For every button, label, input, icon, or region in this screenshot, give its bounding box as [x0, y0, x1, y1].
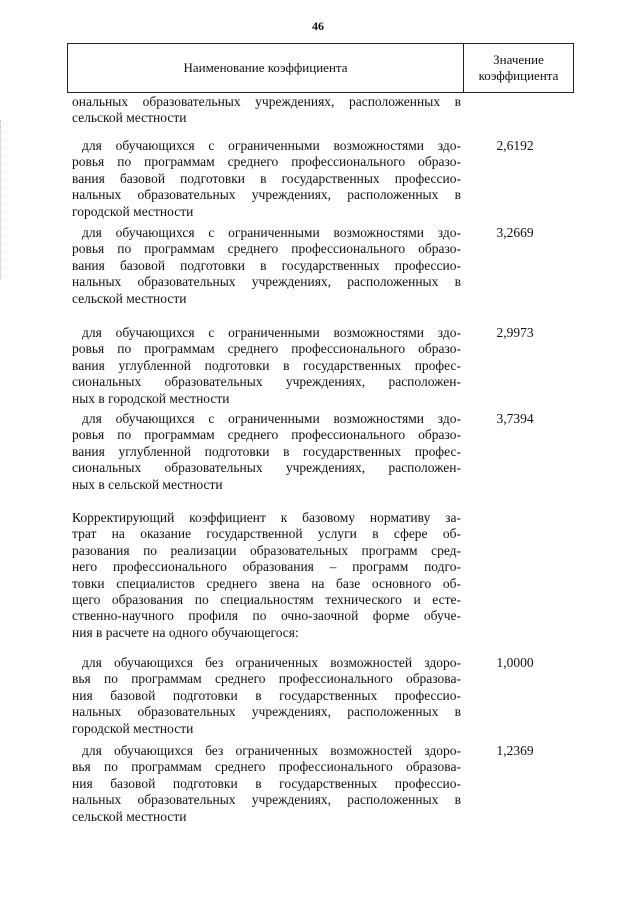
coefficient-value: 1,2369 — [496, 743, 534, 758]
coefficient-text-line: сельской местности — [72, 110, 187, 126]
coefficient-text-line: ровья по программам среднего профессионального образо- — [72, 154, 461, 170]
coefficient-text-line: него профессионального образования – программ подго- — [72, 559, 461, 575]
coefficient-text-line: нальных образовательных учреждениях, расположенных в — [72, 704, 461, 720]
coefficient-text-line: вания углубленной подготовки в государственных профес- — [72, 443, 461, 459]
coefficient-value: 3,2669 — [496, 225, 534, 240]
column-header-name: Наименование коэффициента — [183, 60, 348, 75]
coefficient-text-line: вья по программам среднего профессионального образова- — [72, 671, 461, 687]
coefficient-text-line: товки специалистов среднего звена на базе основного об- — [72, 575, 461, 591]
coefficient-text-line: вания базовой подготовки в государственных профессио- — [72, 170, 461, 186]
page-number: 46 — [312, 19, 324, 33]
coefficient-text-line: нальных образовательных учреждениях, расположенных в — [72, 792, 461, 808]
coefficient-text-line: щего образования по специальностям технического и есте- — [72, 592, 461, 607]
coefficient-text-line: разования по реализации образовательных программ сред- — [72, 542, 461, 558]
coefficient-text-line: ственно-научного профиля по очно-заочной форме обуче- — [72, 608, 461, 624]
coefficient-value: 3,7394 — [496, 411, 534, 426]
table-header — [67, 43, 574, 93]
coefficient-text-line: городской местности — [72, 720, 194, 736]
coefficient-text-line: ровья по программам среднего профессионального образо- — [72, 427, 461, 443]
coefficient-text-line: ния в расчете на одного обучающегося: — [72, 624, 299, 640]
coefficient-text-line: вания углубленной подготовки в государственных профес- — [72, 357, 461, 373]
coefficient-text-line: трат на оказание государственной услуги в сфере об- — [72, 526, 461, 542]
coefficient-text-line: для обучающихся с ограниченными возможностями здо- — [82, 325, 461, 340]
coefficient-text-line: сельской местности — [72, 808, 187, 824]
coefficient-text-line: ния базовой подготовки в государственных профессио- — [72, 687, 461, 703]
coefficient-text-line: ровья по программам среднего профессионального образо- — [72, 241, 461, 257]
coefficient-text-line: для обучающихся с ограниченными возможностями здо- — [82, 138, 461, 153]
coefficient-text-line: сиональных образовательных учреждениях, расположен- — [72, 374, 461, 390]
coefficient-text-line: нальных образовательных учреждениях, расположенных в — [72, 187, 461, 203]
coefficient-text-line: сельской местности — [72, 290, 187, 306]
column-header-value-line1: Значение — [493, 52, 544, 67]
coefficient-text-line: ровья по программам среднего профессионального образо- — [72, 341, 461, 357]
margin-scan-marks — [0, 120, 7, 280]
column-header-value-line2: коэффициента — [478, 68, 559, 83]
coefficient-text-line: для обучающихся с ограниченными возможностями здо- — [82, 225, 461, 240]
coefficient-value: 2,6192 — [496, 138, 534, 153]
coefficient-text-line: ния базовой подготовки в государственных профессио- — [72, 775, 461, 791]
coefficient-text-line: сиональных образовательных учреждениях, расположен- — [72, 460, 461, 476]
coefficient-text-line: для обучающихся без ограниченных возможностей здоро- — [82, 743, 461, 758]
coefficient-text-line: городской местности — [72, 203, 194, 219]
coefficient-text-line: для обучающихся без ограниченных возможностей здоро- — [82, 655, 461, 670]
coefficient-text-line: ональных образовательных учреждениях, расположенных в — [72, 94, 461, 109]
coefficient-value: 2,9973 — [496, 325, 534, 340]
column-header-value — [464, 44, 573, 92]
coefficient-text-line: для обучающихся с ограниченными возможностями здо- — [82, 411, 461, 426]
coefficient-value: 1,0000 — [496, 655, 534, 670]
coefficient-text-line: вья по программам среднего профессионального образова- — [72, 759, 461, 775]
coefficient-text-line: нальных образовательных учреждениях, расположенных в — [72, 274, 461, 290]
coefficient-text-line: ных в сельской местности — [72, 476, 223, 492]
coefficient-text-line: ных в городской местности — [72, 390, 230, 406]
coefficient-text-line: Корректирующий коэффициент к базовому нормативу за- — [72, 510, 461, 525]
coefficient-text-line: вания базовой подготовки в государственных профессио- — [72, 257, 461, 273]
